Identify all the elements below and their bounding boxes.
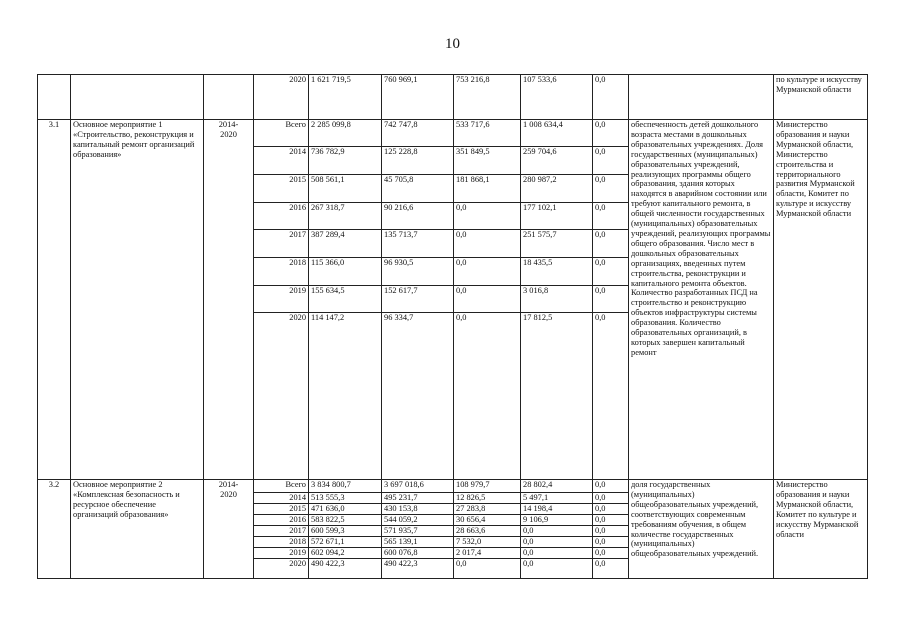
table-row (38, 120, 868, 147)
value-cell: 0,0 (521, 559, 593, 579)
value-cell: 471 636,0 (309, 504, 382, 515)
value-cell: 490 422,3 (382, 559, 454, 579)
value-cell: 5 497,1 (521, 493, 593, 504)
year-cell: 2019 (254, 548, 309, 559)
value-cell: 12 826,5 (454, 493, 521, 504)
value-cell: 583 822,5 (309, 515, 382, 526)
table-row (38, 480, 868, 493)
value-cell: 490 422,3 (309, 559, 382, 579)
value-cell: 1 008 634,4 (521, 120, 593, 147)
page-number: 10 (445, 36, 460, 52)
value-cell: 45 705,8 (382, 175, 454, 203)
responsible-cell: по культуре и искусству Мурманской области (774, 75, 868, 120)
item-number: 3.1 (38, 120, 71, 480)
program-table (37, 74, 868, 579)
year-cell: 2020 (254, 313, 309, 480)
value-cell: 0,0 (593, 75, 629, 120)
year-cell: 2020 (254, 559, 309, 579)
value-cell: 0,0 (593, 258, 629, 286)
table-row (38, 75, 868, 120)
value-cell: 3 016,8 (521, 286, 593, 313)
year-cell: 2018 (254, 258, 309, 286)
value-cell: 114 147,2 (309, 313, 382, 480)
value-cell: 2 285 099,8 (309, 120, 382, 147)
year-cell: 2015 (254, 175, 309, 203)
value-cell: 155 634,5 (309, 286, 382, 313)
value-cell: 3 834 800,7 (309, 480, 382, 493)
value-cell: 760 969,1 (382, 75, 454, 120)
value-cell: 0,0 (593, 120, 629, 147)
value-cell: 600 599,3 (309, 526, 382, 537)
value-cell: 0,0 (593, 548, 629, 559)
period-cell (204, 75, 254, 120)
item-description: обеспеченность детей дошкольного возраста местами в дошкольных образовательных учреждениях. Доля государственных (муниципальных) образовательных учреждений, реализующих программы общего образования, здания которых находятся в аварийном состоянии или требуют капитального ремонта, в общей численности государственных (муниципальных) образовательных учреждений, реализующих программы общего образования. Число мест в дошкольных образовательных организациях, введенных путем строительства, реконструкции и капитального ремонта объектов. Количество разработанных ПСД на строительство и реконструкцию объектов инфраструктуры системы образования. Количество образовательных организаций, в которых завершен капитальный ремонт (629, 120, 774, 480)
year-cell: 2017 (254, 230, 309, 258)
value-cell: 96 930,5 (382, 258, 454, 286)
value-cell: 571 935,7 (382, 526, 454, 537)
year-cell: 2014 (254, 493, 309, 504)
value-cell: 0,0 (593, 504, 629, 515)
value-cell: 0,0 (593, 515, 629, 526)
value-cell: 0,0 (521, 537, 593, 548)
value-cell: 572 671,1 (309, 537, 382, 548)
item-responsible: Министерство образования и науки Мурманской области, Министерство строительства и территориального развития Мурманской области, Комитет по культуре и искусству Мурманской области (774, 120, 868, 480)
year-cell: Всего (254, 480, 309, 493)
value-cell: 736 782,9 (309, 147, 382, 175)
year-cell: 2017 (254, 526, 309, 537)
value-cell: 0,0 (593, 537, 629, 548)
value-cell: 177 102,1 (521, 203, 593, 230)
value-cell: 14 198,4 (521, 504, 593, 515)
value-cell: 602 094,2 (309, 548, 382, 559)
item-description: доля государственных (муниципальных) общеобразовательных учреждений, соответствующих современным требованиям обучения, в общем количестве государственных (муниципальных) общеобразовательных учреждений. (629, 480, 774, 579)
value-cell: 0,0 (593, 559, 629, 579)
value-cell: 18 435,5 (521, 258, 593, 286)
item-name: Основное мероприятие 2 «Комплексная безопасность и ресурсное обеспечение организаций образования» (71, 480, 204, 579)
value-cell: 544 059,2 (382, 515, 454, 526)
value-cell: 2 017,4 (454, 548, 521, 559)
year-cell: 2016 (254, 515, 309, 526)
value-cell: 17 812,5 (521, 313, 593, 480)
value-cell: 125 228,8 (382, 147, 454, 175)
value-cell: 108 979,7 (454, 480, 521, 493)
value-cell: 0,0 (454, 313, 521, 480)
value-cell: 28 802,4 (521, 480, 593, 493)
value-cell: 152 617,7 (382, 286, 454, 313)
description-cell (629, 75, 774, 120)
value-cell: 0,0 (454, 559, 521, 579)
num-cell (38, 75, 71, 120)
value-cell: 351 849,5 (454, 147, 521, 175)
value-cell: 267 318,7 (309, 203, 382, 230)
value-cell: 495 231,7 (382, 493, 454, 504)
value-cell: 513 555,3 (309, 493, 382, 504)
year-cell: 2020 (254, 75, 309, 120)
value-cell: 0,0 (593, 286, 629, 313)
value-cell: 533 717,6 (454, 120, 521, 147)
value-cell: 0,0 (454, 203, 521, 230)
value-cell: 280 987,2 (521, 175, 593, 203)
value-cell: 0,0 (593, 526, 629, 537)
value-cell: 30 656,4 (454, 515, 521, 526)
value-cell: 90 216,6 (382, 203, 454, 230)
value-cell: 115 366,0 (309, 258, 382, 286)
value-cell: 753 216,8 (454, 75, 521, 120)
year-cell: 2015 (254, 504, 309, 515)
value-cell: 3 697 018,6 (382, 480, 454, 493)
value-cell: 430 153,8 (382, 504, 454, 515)
value-cell: 0,0 (593, 230, 629, 258)
item-responsible: Министерство образования и науки Мурманской области, Комитет по культуре и искусству Мурманской области (774, 480, 868, 579)
year-cell: 2019 (254, 286, 309, 313)
item-period: 2014- 2020 (204, 120, 254, 480)
year-cell: 2014 (254, 147, 309, 175)
value-cell: 0,0 (454, 230, 521, 258)
name-cell (71, 75, 204, 120)
value-cell: 508 561,1 (309, 175, 382, 203)
value-cell: 251 575,7 (521, 230, 593, 258)
value-cell: 0,0 (593, 313, 629, 480)
value-cell: 1 621 719,5 (309, 75, 382, 120)
year-cell: 2018 (254, 537, 309, 548)
value-cell: 0,0 (593, 480, 629, 493)
value-cell: 9 106,9 (521, 515, 593, 526)
value-cell: 0,0 (593, 147, 629, 175)
value-cell: 0,0 (593, 493, 629, 504)
year-cell: Всего (254, 120, 309, 147)
value-cell: 600 076,8 (382, 548, 454, 559)
value-cell: 0,0 (593, 203, 629, 230)
item-number: 3.2 (38, 480, 71, 579)
value-cell: 0,0 (454, 286, 521, 313)
value-cell: 135 713,7 (382, 230, 454, 258)
value-cell: 96 334,7 (382, 313, 454, 480)
value-cell: 28 663,6 (454, 526, 521, 537)
year-cell: 2016 (254, 203, 309, 230)
value-cell: 0,0 (521, 526, 593, 537)
value-cell: 0,0 (454, 258, 521, 286)
value-cell: 7 532,0 (454, 537, 521, 548)
value-cell: 0,0 (521, 548, 593, 559)
value-cell: 742 747,8 (382, 120, 454, 147)
value-cell: 181 868,1 (454, 175, 521, 203)
value-cell: 0,0 (593, 175, 629, 203)
value-cell: 565 139,1 (382, 537, 454, 548)
value-cell: 387 289,4 (309, 230, 382, 258)
item-name: Основное мероприятие 1 «Строительство, реконструкция и капитальный ремонт организаций образования» (71, 120, 204, 480)
value-cell: 27 283,8 (454, 504, 521, 515)
value-cell: 107 533,6 (521, 75, 593, 120)
item-period: 2014- 2020 (204, 480, 254, 579)
value-cell: 259 704,6 (521, 147, 593, 175)
